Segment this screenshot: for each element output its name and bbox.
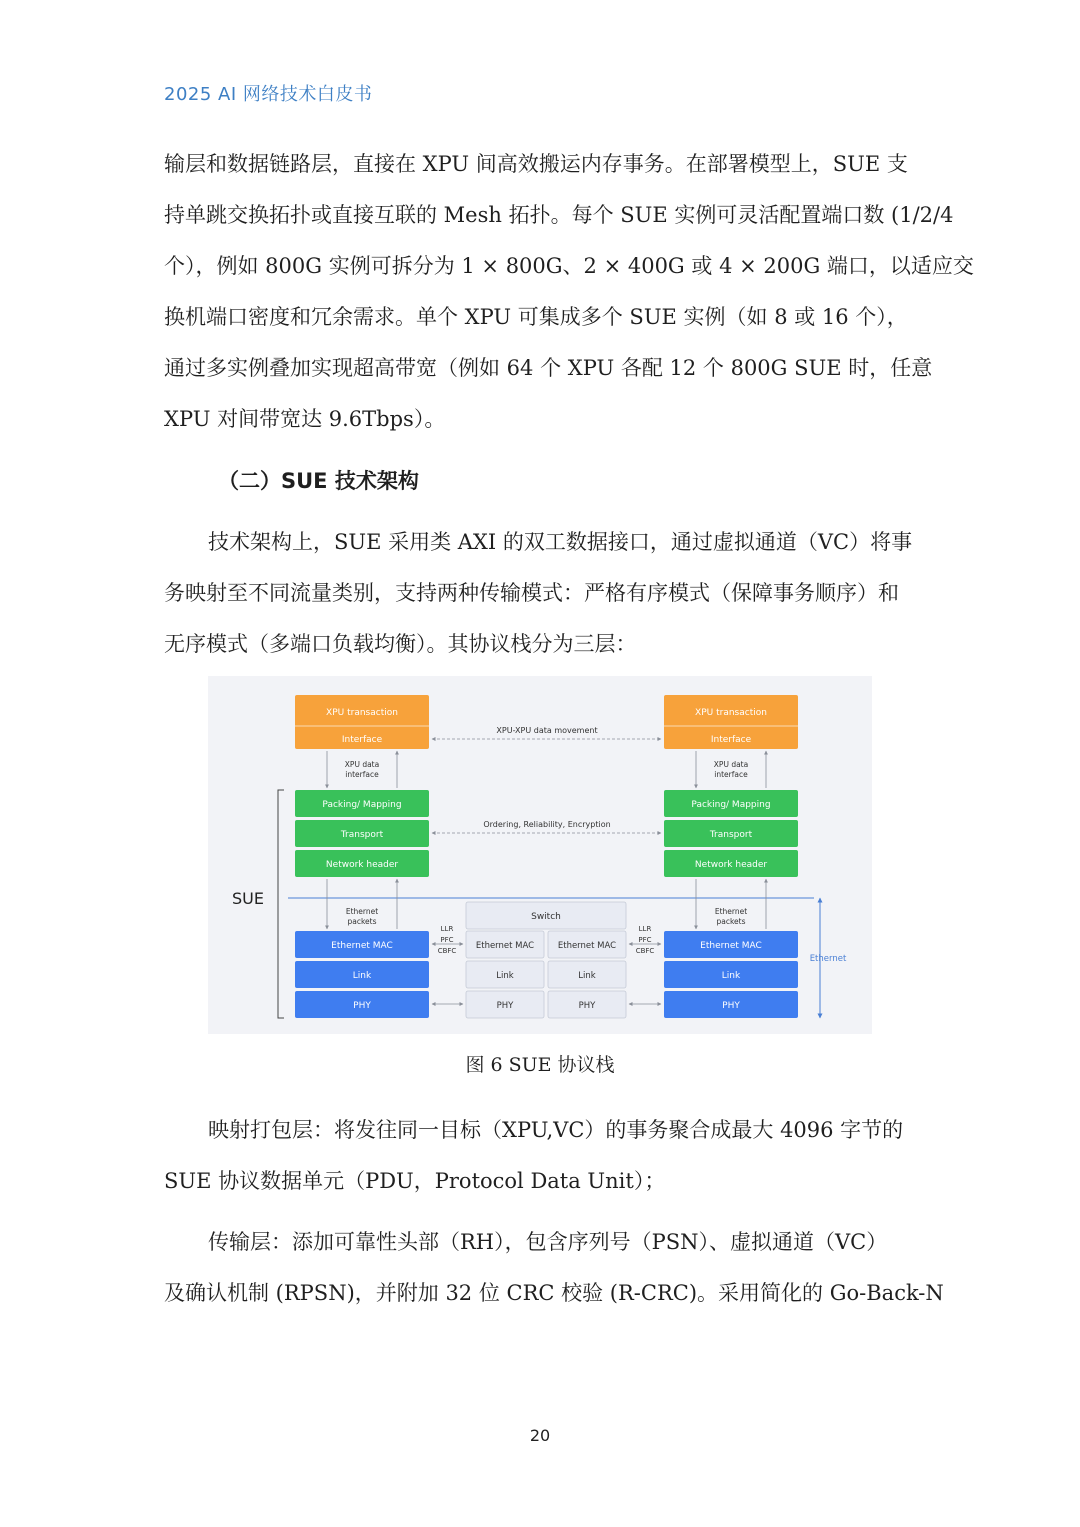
figure-caption: 图 6 SUE 协议栈 xyxy=(465,1054,615,1076)
paragraph-line: 无序模式（多端口负载均衡）。其协议栈分为三层： xyxy=(164,632,637,656)
switch-phy-left-label: PHY xyxy=(496,1001,514,1011)
right-interface-label: Interface xyxy=(710,735,752,745)
right-transport-label: Transport xyxy=(709,830,753,840)
ordering-label: Ordering, Reliability, Encryption xyxy=(483,820,611,829)
switch-link-right-label: Link xyxy=(578,971,596,981)
paragraph-line: 通过多实例叠加实现超高带宽（例如 64 个 XPU 各配 12 个 800G SUE 时，任意 xyxy=(164,356,933,380)
right-xpu-data-label: XPU data xyxy=(713,760,749,769)
paragraph-line: 技术架构上，SUE 采用类 AXI 的双工数据接口，通过虚拟通道（VC）将事 xyxy=(208,530,913,554)
paragraph-line: 持单跳交换拓扑或直接互联的 Mesh 拓扑。每个 SUE 实例可灵活配置端口数 (1/2/4 xyxy=(164,203,954,227)
left-ethernet-mac-label: Ethernet MAC xyxy=(331,941,393,951)
left-ethernet-packets-label-1: Ethernet xyxy=(345,907,379,916)
right-llr-label: LLR xyxy=(638,925,652,933)
right-ethernet-packets-label-2: packets xyxy=(716,917,746,926)
figure-svg xyxy=(208,676,872,1034)
left-network-header-label: Network header xyxy=(325,860,399,870)
paragraph-line: 及确认机制 (RPSN)，并附加 32 位 CRC 校验 (R-CRC)。采用简化的 Go-Back-N xyxy=(164,1281,944,1305)
left-packing-label: Packing/ Mapping xyxy=(322,800,402,810)
right-phy-label: PHY xyxy=(722,1001,740,1011)
right-packing-label: Packing/ Mapping xyxy=(691,800,771,810)
right-pfc-label: PFC xyxy=(638,936,652,944)
paragraph-line: 输层和数据链路层，直接在 XPU 间高效搬运内存事务。在部署模型上，SUE 支 xyxy=(164,152,908,176)
paragraph-line: 个），例如 800G 实例可拆分为 1 × 800G、2 × 400G 或 4 × 200G 端口，以适应交 xyxy=(164,254,974,278)
sue-bracket xyxy=(278,790,284,1018)
left-ethernet-packets-label-2: packets xyxy=(347,917,377,926)
ethernet-range-label: Ethernet xyxy=(809,954,847,964)
left-pfc-label: PFC xyxy=(440,936,454,944)
right-xpu-transaction-label: XPU transaction xyxy=(695,708,767,718)
switch-ethernet-mac-right-label: Ethernet MAC xyxy=(557,941,617,951)
left-llr-label: LLR xyxy=(440,925,454,933)
right-ethernet-packets-label-1: Ethernet xyxy=(714,907,748,916)
right-link-label: Link xyxy=(721,971,741,981)
xpu-xpu-label: XPU-XPU data movement xyxy=(496,726,598,735)
sue-label: SUE xyxy=(232,889,264,908)
paragraph-line: 映射打包层：将发往同一目标（XPU,VC）的事务聚合成最大 4096 字节的 xyxy=(208,1118,904,1142)
left-xpu-interface-label: interface xyxy=(345,770,379,779)
section-title: （二）SUE 技术架构 xyxy=(218,469,419,493)
switch-label: Switch xyxy=(531,912,561,922)
switch-ethernet-mac-left-label: Ethernet MAC xyxy=(475,941,535,951)
switch-phy-right-label: PHY xyxy=(578,1001,596,1011)
right-network-header-label: Network header xyxy=(694,860,768,870)
right-ethernet-mac-label: Ethernet MAC xyxy=(700,941,762,951)
left-transport-label: Transport xyxy=(340,830,384,840)
left-link-label: Link xyxy=(352,971,372,981)
paragraph-line: XPU 对间带宽达 9.6Tbps）。 xyxy=(164,407,446,431)
paragraph-line: 换机端口密度和冗余需求。单个 XPU 可集成多个 SUE 实例（如 8 或 16 个）， xyxy=(164,305,908,329)
right-xpu-interface-label: interface xyxy=(714,770,748,779)
paragraph-line: 传输层：添加可靠性头部（RH），包含序列号（PSN）、虚拟通道（VC） xyxy=(208,1230,888,1254)
document-header: 2025 AI 网络技术白皮书 xyxy=(164,84,373,105)
left-xpu-data-label: XPU data xyxy=(344,760,380,769)
left-xpu-transaction-label: XPU transaction xyxy=(326,708,398,718)
paragraph-line: 务映射至不同流量类别，支持两种传输模式：严格有序模式（保障事务顺序）和 xyxy=(164,581,899,605)
sue-protocol-stack-figure xyxy=(208,676,872,1034)
left-phy-label: PHY xyxy=(353,1001,371,1011)
left-cbfc-label: CBFC xyxy=(437,947,457,955)
page-number: 20 xyxy=(529,1426,551,1445)
switch-link-left-label: Link xyxy=(496,971,514,981)
right-cbfc-label: CBFC xyxy=(635,947,655,955)
left-interface-label: Interface xyxy=(341,735,383,745)
paragraph-line: SUE 协议数据单元（PDU，Protocol Data Unit）； xyxy=(164,1169,666,1193)
